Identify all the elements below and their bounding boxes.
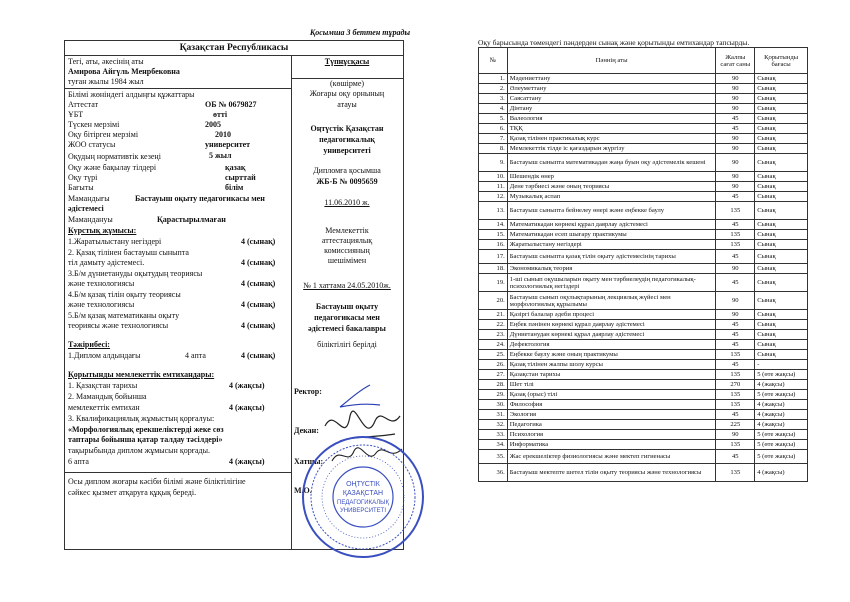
subjects-table <box>478 47 808 482</box>
header-subject: Пәннің аты <box>507 48 716 74</box>
ubt-value: өтті <box>213 110 228 119</box>
branch-label: Бағыты <box>68 183 94 192</box>
supplement-number: ЖБ-Б № 0095659 <box>316 177 378 186</box>
grade-value: Сынақ <box>755 114 808 124</box>
grade-value: 4 (жақсы) <box>755 420 808 430</box>
table-row <box>479 124 808 134</box>
row-number: 32. <box>479 420 508 430</box>
university-line-3: университеті <box>323 146 371 155</box>
grade-value: Сынақ <box>755 104 808 114</box>
stamp-text-4: УНИВЕРСИТЕТІ <box>339 508 387 514</box>
table-row <box>479 310 808 320</box>
row-number: 20. <box>479 292 508 310</box>
row-number: 34. <box>479 440 508 450</box>
state-exam-1-grade: 4 (жақсы) <box>229 381 265 390</box>
grade-value: Сынақ <box>755 74 808 84</box>
coursework-1-grade: 4 (сынақ) <box>241 237 276 246</box>
table-row <box>479 202 808 220</box>
row-number: 29. <box>479 390 508 400</box>
form-value: сырттай <box>225 173 256 182</box>
grade-value: Сынақ <box>755 172 808 182</box>
grade-value: Сынақ <box>755 192 808 202</box>
grade-value: Сынақ <box>755 240 808 250</box>
status-label: ЖОО статусы <box>68 140 116 149</box>
row-number: 19. <box>479 274 508 292</box>
admission-value: 2005 <box>205 120 221 129</box>
table-row <box>479 450 808 464</box>
university-line-2: педагогикалық <box>319 135 375 144</box>
hours-value: 45 <box>716 410 755 420</box>
table-row <box>479 84 808 94</box>
coursework-5b: теориясы және технологиясы <box>68 321 169 330</box>
grade-value: Сынақ <box>755 202 808 220</box>
header-grade: Қорытынды бағасы <box>755 48 808 74</box>
subject-name: Дене тәрбиесі және оның теориясы <box>507 182 716 192</box>
grade-value: Сынақ <box>755 84 808 94</box>
grade-value: Сынақ <box>755 94 808 104</box>
subject-name: Мәдениеттану <box>507 74 716 84</box>
grade-value: Сынақ <box>755 134 808 144</box>
attestat-value: ОБ № 0679827 <box>205 100 257 109</box>
coursework-5a: 5.Б/м қазақ математиканы оқыту <box>68 311 180 320</box>
table-row <box>479 74 808 84</box>
qual-value: Қарастырылмаған <box>157 215 226 224</box>
hours-value: 45 <box>716 114 755 124</box>
hours-value: 135 <box>716 370 755 380</box>
grade-value: Сынақ <box>755 144 808 154</box>
grade-value: Сынақ <box>755 220 808 230</box>
table-row <box>479 154 808 172</box>
row-number: 14. <box>479 220 508 230</box>
table-row <box>479 230 808 240</box>
hours-value: 90 <box>716 74 755 84</box>
table-row <box>479 464 808 482</box>
thesis-title-3: тақырыбында диплом жұмысын қорғады. <box>68 446 210 455</box>
subject-name: Математикадан көрнекі құрал даярлау әдістемесі <box>507 220 716 230</box>
subject-name: Бастауыш сынып оқулықтарының лекциялық жүйесі мен морфологиялық құрылымы <box>507 292 716 310</box>
state-exams-label: Қорытынды мемлекеттік емтихандары: <box>68 370 215 379</box>
subject-name: Шет тілі <box>507 380 716 390</box>
row-number: 25. <box>479 350 508 360</box>
issue-date: 11.06.2010 ж. <box>324 198 370 207</box>
grade-value: 5 (өте жақсы) <box>755 450 808 464</box>
row-number: 12. <box>479 192 508 202</box>
subject-name: Қазақ тілінен жалпы шолу курсы <box>507 360 716 370</box>
hours-value: 90 <box>716 264 755 274</box>
supplement-label: Дипломға қосымша <box>313 166 381 175</box>
spec-label: Мамандығы <box>68 194 110 203</box>
subject-name: Әлеуметтану <box>507 84 716 94</box>
coursework-2b: тіл дамыту әдістемесі. <box>68 258 145 267</box>
hours-value: 135 <box>716 400 755 410</box>
grade-value: 4 (жақсы) <box>755 464 808 482</box>
table-row <box>479 250 808 264</box>
row-number: 8. <box>479 144 508 154</box>
subject-name: Бастауыш мектепте шетел тілін оқыту теориясы және технологиясы <box>507 464 716 482</box>
header-number: № <box>479 48 508 74</box>
stamp-text-2: ҚАЗАҚСТАН <box>342 490 384 497</box>
table-row <box>479 144 808 154</box>
grade-value: Сынақ <box>755 320 808 330</box>
hours-value: 90 <box>716 84 755 94</box>
qualification-1: Бастауыш оқыту <box>315 302 379 311</box>
row-number: 21. <box>479 310 508 320</box>
subject-name: Қазіргі балалар әдеби процесі <box>507 310 716 320</box>
subject-name: Саясаттану <box>507 94 716 104</box>
thesis-grade: 4 (жақсы) <box>229 457 265 466</box>
subject-name: ТҚҚ <box>507 124 716 134</box>
coursework-2-grade: 4 (сынақ) <box>241 258 276 267</box>
republic-heading: Қазақстан Республикасы <box>65 41 403 56</box>
commission-3: комиссияның <box>324 246 370 255</box>
grade-value: Сынақ <box>755 154 808 172</box>
row-number: 22. <box>479 320 508 330</box>
row-number: 31. <box>479 410 508 420</box>
row-number: 11. <box>479 182 508 192</box>
secretary-label: Хатшы: <box>294 457 324 466</box>
coursework-3a: 3.Б/м дүниетануды оқытудың теориясы <box>68 269 203 278</box>
state-exam-2-grade: 4 (жақсы) <box>229 403 265 412</box>
status-value: университет <box>205 140 251 149</box>
subject-name: Психология <box>507 430 716 440</box>
coursework-5-grade: 4 (сынақ) <box>241 321 276 330</box>
row-number: 17. <box>479 250 508 264</box>
table-row <box>479 400 808 410</box>
subject-name: Қазақ тілінен практикалық курс <box>507 134 716 144</box>
commission-1: Мемлекеттік <box>325 226 369 235</box>
grade-value: Сынақ <box>755 350 808 360</box>
hours-value: 135 <box>716 464 755 482</box>
row-number: 33. <box>479 430 508 440</box>
row-number: 16. <box>479 240 508 250</box>
table-row <box>479 380 808 390</box>
subject-name: Информатика <box>507 440 716 450</box>
row-number: 28. <box>479 380 508 390</box>
practice-label: Тәжірибесі: <box>68 340 110 349</box>
qualification-3: әдістемесі бакалавры <box>308 324 386 333</box>
hours-value: 90 <box>716 310 755 320</box>
hours-value: 135 <box>716 440 755 450</box>
row-number: 26. <box>479 360 508 370</box>
grade-value: Сынақ <box>755 182 808 192</box>
table-row <box>479 192 808 202</box>
hours-value: 90 <box>716 430 755 440</box>
table-row <box>479 274 808 292</box>
copy-label: (көшірме) <box>329 79 365 88</box>
coursework-1: 1.Жаратылыстану негіздері <box>68 237 162 246</box>
table-row <box>479 430 808 440</box>
subject-name: Музыкалық аспап <box>507 192 716 202</box>
grade-value: Сынақ <box>755 230 808 240</box>
hours-value: 90 <box>716 104 755 114</box>
hours-value: 45 <box>716 274 755 292</box>
header-hours: Жалпы сағат саны <box>716 48 755 74</box>
table-row <box>479 114 808 124</box>
qualification-2: педагогикасы мен <box>314 313 380 322</box>
grade-value: Сынақ <box>755 340 808 350</box>
subject-name: Еңбекке баулу және оның практикумы <box>507 350 716 360</box>
row-number: 7. <box>479 134 508 144</box>
courseworks-label: Курстық жұмысы: <box>68 226 137 235</box>
subject-name: Мемлекеттік тілде іс қағаздарын жүргізу <box>507 144 716 154</box>
subject-name: Математикадан есеп шығару практикумы <box>507 230 716 240</box>
hours-value: 45 <box>716 220 755 230</box>
state-exam-2a: 2. Мамандық бойынша <box>68 392 147 401</box>
table-row <box>479 172 808 182</box>
subject-name: Қазақстан тарихы <box>507 370 716 380</box>
coursework-3b: және технологиясы <box>68 279 135 288</box>
row-number: 10. <box>479 172 508 182</box>
row-number: 15. <box>479 230 508 240</box>
table-row <box>479 182 808 192</box>
grade-value: Сынақ <box>755 124 808 134</box>
table-row <box>479 420 808 430</box>
table-row <box>479 360 808 370</box>
hours-value: 135 <box>716 390 755 400</box>
row-number: 35. <box>479 450 508 464</box>
row-number: 4. <box>479 104 508 114</box>
subject-name: Жаратылыстану негіздері <box>507 240 716 250</box>
table-row <box>479 240 808 250</box>
university-line-1: Оңтүстік Қазақстан <box>310 124 384 133</box>
rector-label: Ректор: <box>294 387 322 396</box>
thesis-title-2: таптары бойынша қатар талдау тәсілдері» <box>68 435 223 444</box>
hours-value: 225 <box>716 420 755 430</box>
birth-year: туған жылы 1984 жыл <box>68 77 144 86</box>
table-row <box>479 330 808 340</box>
coursework-4-grade: 4 (сынақ) <box>241 300 276 309</box>
thesis-title-1: «Морфологиялық ерекшеліктерді жеке сөз <box>68 425 224 434</box>
subject-name: Қазақ (орыс) тілі <box>507 390 716 400</box>
practice-1-weeks: 4 апта <box>185 351 206 360</box>
thesis-weeks: 6 апта <box>68 457 89 466</box>
grade-value: 4 (жақсы) <box>755 410 808 420</box>
branch-value: білім <box>225 183 244 192</box>
subject-name: Шешендік өнер <box>507 172 716 182</box>
state-exam-3: 3. Квалификациялық жұмыстың қорғалуы: <box>68 414 215 423</box>
subject-name: Дінтану <box>507 104 716 114</box>
grade-value: 4 (жақсы) <box>755 400 808 410</box>
seal-place-label: М.О. <box>294 486 312 495</box>
coursework-3-grade: 4 (сынақ) <box>241 279 276 288</box>
table-row <box>479 320 808 330</box>
uni-name-label-2: атауы <box>337 100 357 109</box>
row-number: 5. <box>479 114 508 124</box>
hours-value: 90 <box>716 94 755 104</box>
grade-value: Сынақ <box>755 274 808 292</box>
row-number: 23. <box>479 330 508 340</box>
table-row <box>479 350 808 360</box>
stamp-text-3: ПЕДАГОГИКАЛЫҚ <box>337 500 389 506</box>
uni-name-label-1: Жоғары оқу орнының <box>309 89 385 98</box>
state-exam-2b: мемлекеттік емтихан <box>68 403 140 412</box>
subject-name: Еңбек пәнінен көрнекі құрал даярлау әдістемесі <box>507 320 716 330</box>
hours-value: 135 <box>716 230 755 240</box>
student-info-column <box>65 56 292 549</box>
hours-value: 135 <box>716 202 755 220</box>
spec-value-1: Бастауыш оқыту педагогикасы мен <box>135 194 265 203</box>
table-row <box>479 292 808 310</box>
grade-value: 5 (өте жақсы) <box>755 430 808 440</box>
subject-name: Бастауыш сыныпта бейнелеу өнері және еңбекке баулу <box>507 202 716 220</box>
table-row <box>479 370 808 380</box>
subjects-right-page <box>478 38 808 482</box>
hours-value: 90 <box>716 292 755 310</box>
commission-2: аттестациялық <box>321 236 373 245</box>
ubt-label: ҰБТ <box>68 110 84 119</box>
row-number: 3. <box>479 94 508 104</box>
university-seal-stamp <box>298 432 428 562</box>
hours-value: 135 <box>716 350 755 360</box>
grade-value: Сынақ <box>755 264 808 274</box>
hours-value: 45 <box>716 340 755 350</box>
grade-value: Сынақ <box>755 310 808 320</box>
hours-value: 135 <box>716 240 755 250</box>
name-value: Амирова Айгүль Менрбековна <box>68 67 180 76</box>
subject-name: Экология <box>507 410 716 420</box>
protocol: № 1 хаттама 24.05.2010ж. <box>303 281 391 290</box>
page-count-note: Қосымша 3 беттен тұрады <box>309 28 410 37</box>
coursework-4a: 4.Б/м қазақ тілін оқыту теориясы <box>68 290 181 299</box>
stamp-text-1: ОҢТҮСТІК <box>346 481 380 488</box>
grade-value: 4 (жақсы) <box>755 380 808 390</box>
row-number: 6. <box>479 124 508 134</box>
commission-4: шешімімен <box>327 256 367 265</box>
row-number: 30. <box>479 400 508 410</box>
form-label: Оқу түрі <box>68 173 98 182</box>
attestat-label: Аттестат <box>68 100 99 109</box>
lang-value: қазақ <box>225 163 246 172</box>
hours-value: 90 <box>716 144 755 154</box>
lang-label: Оқу және бақылау тілдері <box>68 163 157 172</box>
subject-name: Педагогика <box>507 420 716 430</box>
hours-value: 45 <box>716 450 755 464</box>
row-number: 24. <box>479 340 508 350</box>
table-row <box>479 390 808 400</box>
hours-value: 45 <box>716 250 755 264</box>
grade-value: Сынақ <box>755 250 808 264</box>
grade-value: Сынақ <box>755 292 808 310</box>
grade-value: Сынақ <box>755 330 808 340</box>
hours-value: 90 <box>716 154 755 172</box>
hours-value: 45 <box>716 330 755 340</box>
table-row <box>479 220 808 230</box>
qual-label: Маманданyы <box>68 215 113 224</box>
hours-value: 45 <box>716 360 755 370</box>
hours-value: 45 <box>716 124 755 134</box>
subject-name: 1-ші сынып оқушыларын оқыту мен тәрбиелеудің педагогикалық- психологиялық негіздері <box>507 274 716 292</box>
footer-line-2: сәйкес қызмет атқаруға құқық береді. <box>68 488 197 497</box>
grade-value: - <box>755 360 808 370</box>
table-row <box>479 264 808 274</box>
spec-value-2: әдістемесі <box>68 204 104 213</box>
subject-name: Дүниетанудан көрнекі құрал даярлау әдістемесі <box>507 330 716 340</box>
table-row <box>479 94 808 104</box>
footer-line-1: Осы диплом жоғары кәсіби білімі және біліктілігіне <box>68 477 246 486</box>
subject-name: Экономикалық теория <box>507 264 716 274</box>
coursework-2a: 2. Қазақ тілінен бастауыш сыныпта <box>68 248 189 257</box>
row-number: 13. <box>479 202 508 220</box>
graduation-label: Оқу бітірген мерзімі <box>68 130 139 139</box>
subject-name: Бастауыш сыныпта қазақ тілін оқыту әдістемесінің тарихы <box>507 250 716 264</box>
coursework-4b: және технологиясы <box>68 300 135 309</box>
grade-value: 5 (өте жақсы) <box>755 370 808 380</box>
practice-1-grade: 4 (сынақ) <box>241 351 276 360</box>
table-row <box>479 104 808 114</box>
admission-label: Түскен мерзімі <box>68 120 120 129</box>
name-label: Тегі, аты, әкесінің аты <box>68 57 144 66</box>
subject-name: Валеология <box>507 114 716 124</box>
qualification-4: біліктілігі берілді <box>317 340 377 349</box>
table-row <box>479 340 808 350</box>
row-number: 1. <box>479 74 508 84</box>
subject-name: Дефектология <box>507 340 716 350</box>
grade-value: 5 (өте жақсы) <box>755 440 808 450</box>
row-number: 27. <box>479 370 508 380</box>
row-number: 18. <box>479 264 508 274</box>
row-number: 2. <box>479 84 508 94</box>
subject-name: Бастауыш сыныпта математикадан жаңа буын оқу әдістемелік кешені <box>507 154 716 172</box>
subject-name: Философия <box>507 400 716 410</box>
graduation-value: 2010 <box>215 130 231 139</box>
hours-value: 270 <box>716 380 755 390</box>
subjects-caption: Оқу барысында төмендегі пәндерден сынақ және қорытынды емтихандар тапсырды. <box>478 38 750 47</box>
duration-label: Оқудың нормативтік кезеңі <box>68 152 161 161</box>
grade-value: 5 (өте жақсы) <box>755 390 808 400</box>
row-number: 36. <box>479 464 508 482</box>
hours-value: 90 <box>716 172 755 182</box>
hours-value: 90 <box>716 182 755 192</box>
subject-name: Жас ерекшеліктер физиологиясы және мектеп гигиенасы <box>507 450 716 464</box>
hours-value: 45 <box>716 192 755 202</box>
state-exam-1: 1. Қазақстан тарихы <box>68 381 138 390</box>
table-row <box>479 440 808 450</box>
edu-doc-label: Білімі жөніндегі алдыңғы құжаттары <box>68 90 195 99</box>
table-row <box>479 410 808 420</box>
dean-label: Декан: <box>294 426 319 435</box>
original-label: Түпнұсқасы <box>324 57 370 66</box>
practice-1: 1.Диплом алдындағы <box>68 351 141 360</box>
row-number: 9. <box>479 154 508 172</box>
hours-value: 90 <box>716 134 755 144</box>
hours-value: 45 <box>716 320 755 330</box>
duration-value: 5 жыл <box>209 151 232 160</box>
table-row <box>479 134 808 144</box>
